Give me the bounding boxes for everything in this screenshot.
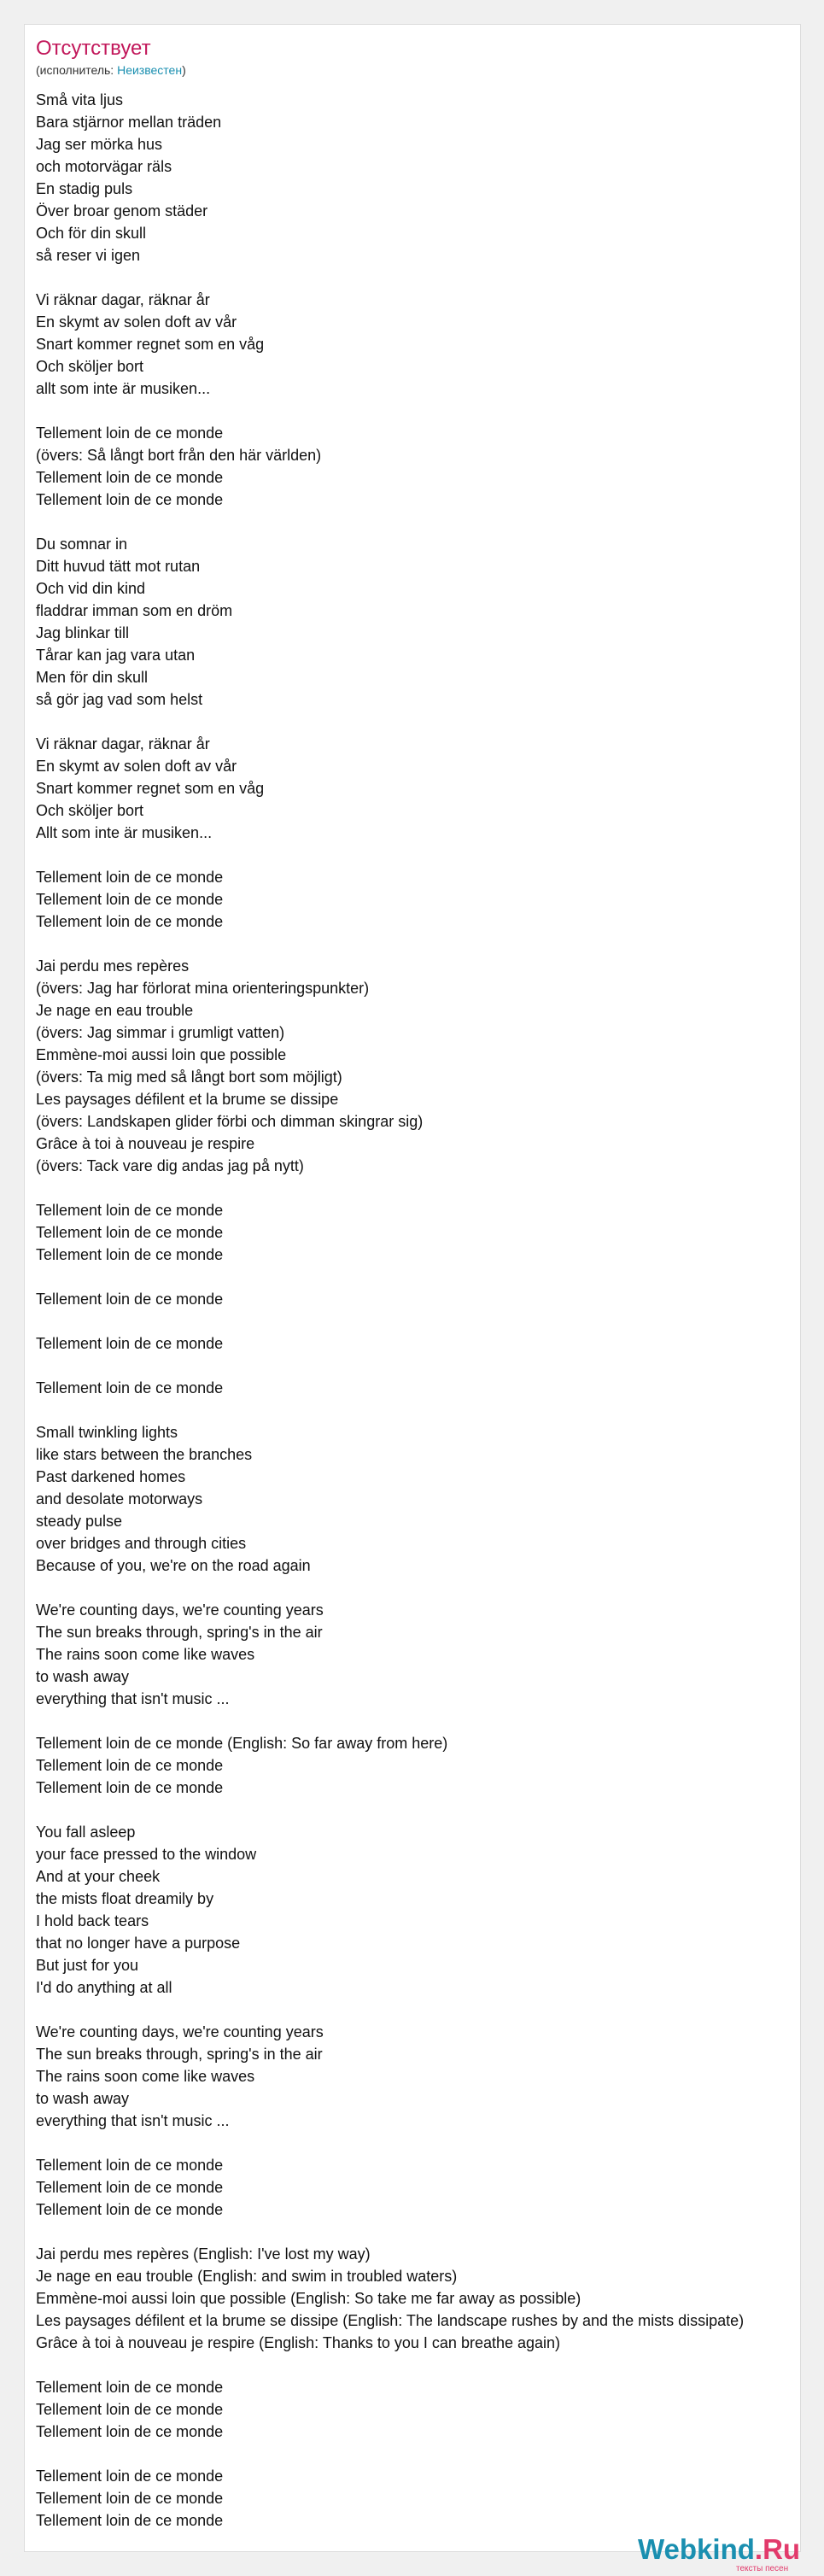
lyric-line: The rains soon come like waves bbox=[36, 1646, 255, 1663]
lyric-line: Snart kommer regnet som en våg bbox=[36, 780, 265, 797]
stanza-gap bbox=[36, 2132, 796, 2154]
lyric-line: Tellement loin de ce monde bbox=[36, 1291, 224, 1308]
lyric-line: I hold back tears bbox=[36, 1912, 149, 1929]
artist-line bbox=[36, 62, 186, 78]
lyric-line: Les paysages défilent et la brume se dissipe (English: The landscape rushes by and the mists dissipate) bbox=[36, 2312, 745, 2329]
lyric-line: Allt som inte är musiken... bbox=[36, 824, 213, 841]
lyric-line: to wash away bbox=[36, 2090, 130, 2107]
lyric-line: Tellement loin de ce monde bbox=[36, 1335, 224, 1352]
lyric-line: steady pulse bbox=[36, 1513, 123, 1530]
stanza-gap bbox=[36, 1577, 796, 1599]
lyric-line: Vi räknar dagar, räknar år bbox=[36, 291, 210, 308]
lyric-line: Tellement loin de ce monde bbox=[36, 2379, 224, 2396]
stanza-gap bbox=[36, 1310, 796, 1332]
lyric-line: Small twinkling lights bbox=[36, 1424, 178, 1441]
lyric-line: Tellement loin de ce monde bbox=[36, 2401, 224, 2418]
lyric-line: Tellement loin de ce monde bbox=[36, 913, 224, 930]
lyric-line: your face pressed to the window bbox=[36, 1846, 257, 1863]
lyric-line: everything that isn't music ... bbox=[36, 1690, 230, 1707]
lyric-line: En skymt av solen doft av vår bbox=[36, 313, 237, 331]
artist-link[interactable]: Неизвестен bbox=[117, 63, 183, 77]
stanza-gap bbox=[36, 1799, 796, 1821]
lyric-line: (övers: Ta mig med så långt bort som möjligt) bbox=[36, 1068, 342, 1086]
stanza-gap bbox=[36, 1399, 796, 1421]
logo-tagline: тексты песен bbox=[736, 2564, 789, 2573]
stanza-gap bbox=[36, 511, 796, 533]
lyric-line: The rains soon come like waves bbox=[36, 2068, 255, 2085]
lyric-line: Små vita ljus bbox=[36, 91, 124, 108]
lyric-line: Tellement loin de ce monde bbox=[36, 2490, 224, 2507]
lyric-line: En stadig puls bbox=[36, 180, 133, 197]
lyric-line: Les paysages défilent et la brume se dissipe bbox=[36, 1091, 339, 1108]
lyric-line: En skymt av solen doft av vår bbox=[36, 758, 237, 775]
lyric-line: Tellement loin de ce monde bbox=[36, 2201, 224, 2218]
lyric-line: så gör jag vad som helst bbox=[36, 691, 203, 708]
lyric-line: Tellement loin de ce monde bbox=[36, 1246, 224, 1263]
lyric-line: Past darkened homes bbox=[36, 1468, 186, 1485]
lyric-line: (övers: Tack vare dig andas jag på nytt) bbox=[36, 1157, 304, 1174]
logo-name: Webkind bbox=[638, 2533, 755, 2565]
lyric-line: Tellement loin de ce monde bbox=[36, 469, 224, 486]
lyric-line: We're counting days, we're counting years bbox=[36, 1601, 324, 1619]
lyric-line: You fall asleep bbox=[36, 1824, 136, 1841]
stanza-gap bbox=[36, 2443, 796, 2465]
lyric-line: Tellement loin de ce monde bbox=[36, 869, 224, 886]
stanza-gap bbox=[36, 1710, 796, 1732]
lyric-line: och motorvägar räls bbox=[36, 158, 172, 175]
lyric-line: (övers: Landskapen glider förbi och dimman skingrar sig) bbox=[36, 1113, 424, 1130]
lyric-line: Grâce à toi à nouveau je respire (English: Thanks to you I can breathe again) bbox=[36, 2334, 561, 2351]
lyric-line: I'd do anything at all bbox=[36, 1979, 172, 1996]
lyric-line: så reser vi igen bbox=[36, 247, 141, 264]
lyric-line: Tellement loin de ce monde bbox=[36, 424, 224, 442]
stanza-gap bbox=[36, 400, 796, 422]
stanza-gap bbox=[36, 711, 796, 733]
artist-prefix: (исполнитель: bbox=[36, 63, 118, 77]
lyric-line: Grâce à toi à nouveau je respire bbox=[36, 1135, 255, 1152]
lyric-line: Tellement loin de ce monde bbox=[36, 1224, 224, 1241]
lyric-line: Tellement loin de ce monde bbox=[36, 2179, 224, 2196]
lyric-line: Jai perdu mes repères (English: I've lost my way) bbox=[36, 2245, 371, 2263]
lyric-line: Ditt huvud tätt mot rutan bbox=[36, 558, 201, 575]
stanza-gap bbox=[36, 933, 796, 955]
logo-wordmark bbox=[638, 2533, 800, 2565]
lyric-line: And at your cheek bbox=[36, 1868, 161, 1885]
lyric-line: Tellement loin de ce monde bbox=[36, 1379, 224, 1396]
lyric-line: Över broar genom städer bbox=[36, 202, 208, 220]
lyric-line: Because of you, we're on the road again bbox=[36, 1557, 311, 1574]
lyric-line: Tellement loin de ce monde bbox=[36, 2423, 224, 2440]
lyric-line: and desolate motorways bbox=[36, 1490, 203, 1508]
lyric-line: Jag blinkar till bbox=[36, 624, 130, 641]
lyric-line: Tellement loin de ce monde bbox=[36, 1757, 224, 1774]
lyric-line: Je nage en eau trouble bbox=[36, 1002, 194, 1019]
lyric-line: like stars between the branches bbox=[36, 1446, 253, 1463]
lyric-line: fladdrar imman som en dröm bbox=[36, 602, 233, 619]
lyric-line: Tellement loin de ce monde bbox=[36, 491, 224, 508]
lyric-line: Jai perdu mes repères bbox=[36, 957, 190, 975]
lyric-line: We're counting days, we're counting years bbox=[36, 2023, 324, 2040]
lyric-line: Och sköljer bort bbox=[36, 358, 144, 375]
lyric-line: Emmène-moi aussi loin que possible (English: So take me far away as possible) bbox=[36, 2290, 581, 2307]
lyric-line: everything that isn't music ... bbox=[36, 2112, 230, 2129]
lyric-line: allt som inte är musiken... bbox=[36, 380, 211, 397]
stanza-gap bbox=[36, 1177, 796, 1199]
webkind-logo[interactable] bbox=[628, 2528, 824, 2576]
lyric-line: (övers: Jag har förlorat mina orienteringspunkter) bbox=[36, 980, 370, 997]
lyric-line: (övers: Så långt bort från den här världen) bbox=[36, 447, 322, 464]
lyric-line: (övers: Jag simmar i grumligt vatten) bbox=[36, 1024, 285, 1041]
lyric-line: Bara stjärnor mellan träden bbox=[36, 114, 222, 131]
lyric-line: The sun breaks through, spring's in the air bbox=[36, 1624, 323, 1641]
song-title: Отсутствует bbox=[36, 37, 151, 60]
lyric-line: over bridges and through cities bbox=[36, 1535, 247, 1552]
stanza-gap bbox=[36, 2354, 796, 2376]
lyric-line: Tellement loin de ce monde bbox=[36, 891, 224, 908]
lyric-line: Jag ser mörka hus bbox=[36, 136, 163, 153]
lyric-line: Och sköljer bort bbox=[36, 802, 144, 819]
lyric-line: But just for you bbox=[36, 1957, 139, 1974]
lyrics-body bbox=[36, 89, 796, 2532]
lyric-line: Men för din skull bbox=[36, 669, 149, 686]
lyric-line: Tellement loin de ce monde bbox=[36, 1202, 224, 1219]
lyric-line: to wash away bbox=[36, 1668, 130, 1685]
lyric-line: Tellement loin de ce monde bbox=[36, 2468, 224, 2485]
stanza-gap bbox=[36, 266, 796, 289]
stanza-gap bbox=[36, 1999, 796, 2021]
artist-suffix: ) bbox=[182, 63, 186, 77]
lyric-line: Och för din skull bbox=[36, 225, 147, 242]
stanza-gap bbox=[36, 1355, 796, 1377]
lyric-line: Vi räknar dagar, räknar år bbox=[36, 735, 210, 752]
lyric-line: Tellement loin de ce monde (English: So far away from here) bbox=[36, 1735, 448, 1752]
lyric-line: Je nage en eau trouble (English: and swim in troubled waters) bbox=[36, 2268, 458, 2285]
lyric-line: Tellement loin de ce monde bbox=[36, 2512, 224, 2529]
lyric-line: Tellement loin de ce monde bbox=[36, 1779, 224, 1796]
stanza-gap bbox=[36, 1266, 796, 1288]
lyric-line: Snart kommer regnet som en våg bbox=[36, 336, 265, 353]
lyric-line: Emmène-moi aussi loin que possible bbox=[36, 1046, 287, 1063]
lyric-line: Tårar kan jag vara utan bbox=[36, 647, 196, 664]
lyric-line: the mists float dreamily by bbox=[36, 1890, 214, 1907]
stanza-gap bbox=[36, 2221, 796, 2243]
lyric-line: Tellement loin de ce monde bbox=[36, 2157, 224, 2174]
lyric-line: Du somnar in bbox=[36, 536, 128, 553]
lyric-line: Och vid din kind bbox=[36, 580, 146, 597]
logo-domain: .Ru bbox=[754, 2533, 801, 2565]
stanza-gap bbox=[36, 844, 796, 866]
lyric-line: The sun breaks through, spring's in the air bbox=[36, 2046, 323, 2063]
lyric-line: that no longer have a purpose bbox=[36, 1935, 241, 1952]
